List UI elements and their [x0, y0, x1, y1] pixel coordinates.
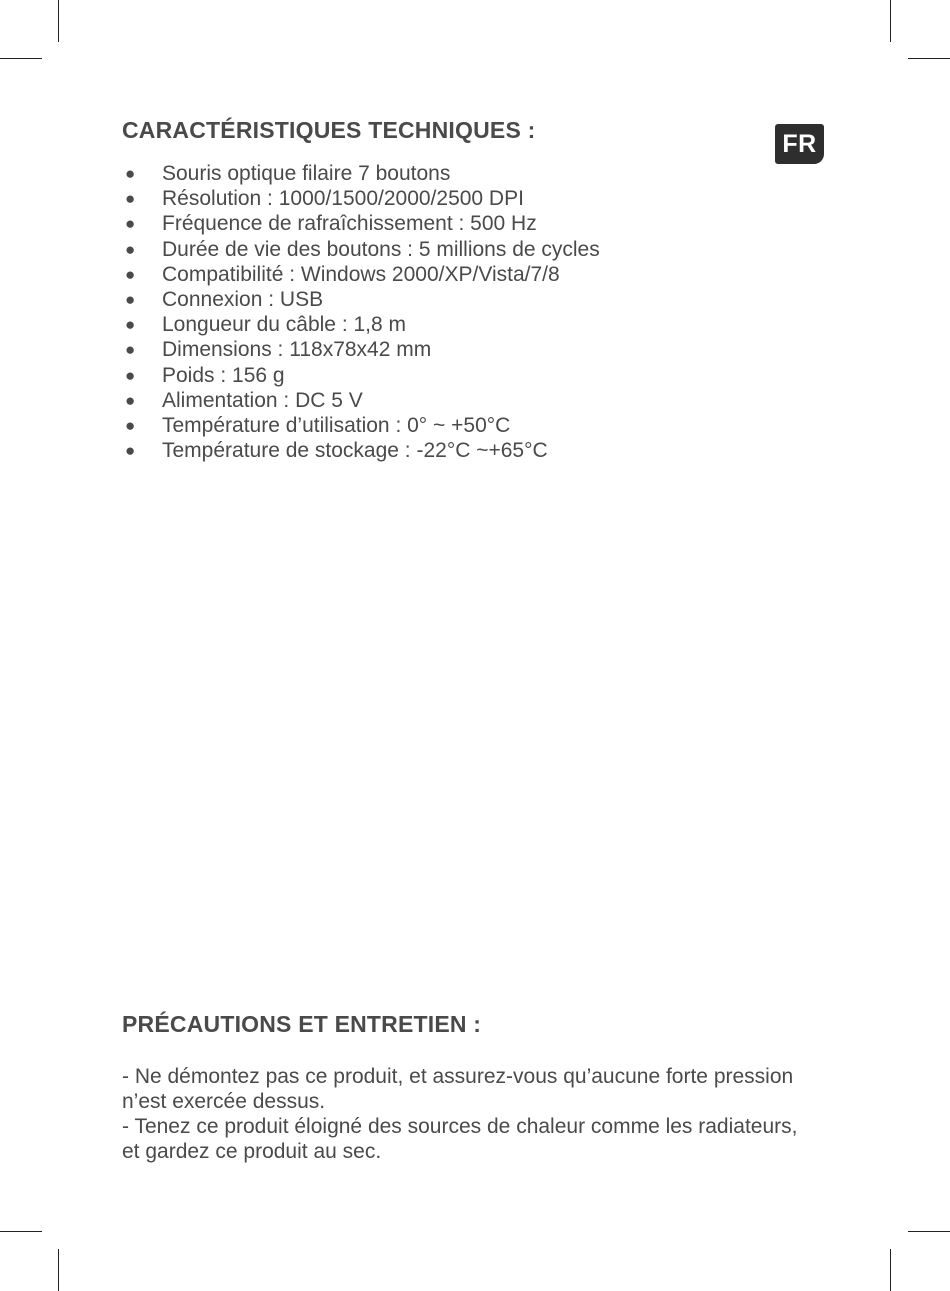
- list-item: [122, 363, 600, 388]
- spec-text: Température d’utilisation : 0° ~ +50°C: [162, 413, 511, 437]
- bullet-icon: ●: [125, 340, 136, 360]
- spec-text: Résolution : 1000/1500/2000/2500 DPI: [162, 187, 524, 211]
- care-line: - Ne démontez pas ce produit, et assurez-vous qu’aucune forte pression: [122, 1065, 794, 1088]
- bullet-icon: ●: [125, 214, 136, 234]
- list-item: [122, 262, 600, 287]
- list-item: [122, 161, 600, 186]
- spec-text: Souris optique filaire 7 boutons: [162, 162, 451, 185]
- bullet-icon: ●: [125, 264, 136, 284]
- crop-mark-top-right-horizontal: [908, 58, 950, 59]
- crop-mark-bottom-left-horizontal: [0, 1231, 42, 1232]
- crop-mark-bottom-right-vertical: [890, 1249, 891, 1291]
- care-line: - Tenez ce produit éloigné des sources de chaleur comme les radiateurs,: [122, 1115, 798, 1138]
- list-item: [122, 388, 600, 413]
- specifications-list: [122, 161, 600, 463]
- spec-text: Température de stockage : -22°C ~+65°C: [162, 439, 548, 463]
- language-badge: FR: [775, 124, 824, 164]
- spec-text: Alimentation : DC 5 V: [162, 388, 363, 412]
- crop-mark-bottom-right-horizontal: [908, 1231, 950, 1232]
- spec-text: Longueur du câble : 1,8 m: [162, 313, 407, 337]
- care-title: PRÉCAUTIONS ET ENTRETIEN :: [122, 1011, 482, 1037]
- bullet-icon: ●: [125, 164, 136, 183]
- care-line: et gardez ce produit au sec.: [122, 1140, 382, 1163]
- crop-mark-top-right-vertical: [890, 0, 891, 42]
- crop-mark-top-left-vertical: [58, 0, 59, 42]
- list-item: [122, 186, 600, 211]
- list-item: [122, 438, 600, 463]
- spec-text: Poids : 156 g: [162, 363, 285, 387]
- spec-text: Fréquence de rafraîchissement : 500 Hz: [162, 212, 537, 236]
- spec-text: Durée de vie des boutons : 5 millions de cycles: [162, 237, 600, 261]
- care-paragraph: [122, 1064, 842, 1164]
- list-item: [122, 287, 600, 312]
- bullet-icon: ●: [125, 441, 136, 461]
- bullet-icon: ●: [125, 415, 136, 435]
- list-item: [122, 413, 600, 438]
- care-line: n’est exercée dessus.: [122, 1090, 326, 1113]
- bullet-icon: ●: [125, 189, 136, 209]
- specifications-title: CARACTÉRISTIQUES TECHNIQUES :: [122, 117, 536, 143]
- list-item: [122, 211, 600, 236]
- bullet-icon: ●: [125, 239, 136, 259]
- list-item: [122, 312, 600, 337]
- spec-text: Dimensions : 118x78x42 mm: [162, 338, 432, 362]
- spec-text: Compatibilité : Windows 2000/XP/Vista/7/8: [162, 262, 560, 286]
- crop-mark-top-left-horizontal: [0, 58, 42, 59]
- list-item: [122, 237, 600, 262]
- bullet-icon: ●: [125, 289, 136, 309]
- crop-mark-bottom-left-vertical: [58, 1249, 59, 1291]
- spec-text: Connexion : USB: [162, 287, 324, 311]
- list-item: [122, 337, 600, 362]
- bullet-icon: ●: [125, 315, 136, 335]
- bullet-icon: ●: [125, 365, 136, 385]
- bullet-icon: ●: [125, 390, 136, 410]
